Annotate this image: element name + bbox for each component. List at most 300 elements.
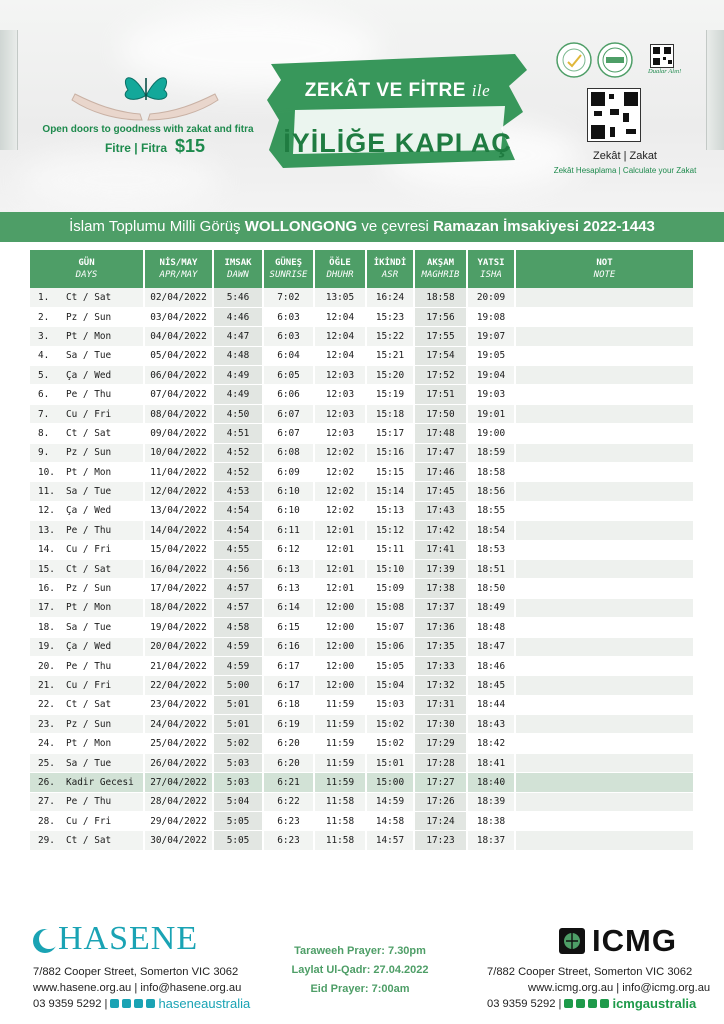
row-number: 1.	[38, 291, 50, 303]
table-row	[30, 812, 693, 831]
imsak-cell: 5:02	[213, 734, 263, 753]
date-cell: 14/04/2022	[144, 521, 213, 540]
isha-cell: 18:42	[467, 734, 515, 753]
date-cell: 10/04/2022	[144, 443, 213, 462]
day-cell	[30, 715, 144, 734]
day-cell	[30, 366, 144, 385]
sunrise-cell: 6:20	[263, 734, 314, 753]
maghrib-cell: 17:26	[414, 792, 467, 811]
maghrib-cell: 17:43	[414, 501, 467, 520]
day-cell	[30, 424, 144, 443]
prayer-info	[270, 942, 450, 999]
date-cell: 29/04/2022	[144, 812, 213, 831]
facebook-icon[interactable]	[564, 999, 573, 1008]
dhuhr-cell: 12:03	[314, 366, 366, 385]
row-number: 22.	[38, 699, 55, 711]
column-header	[314, 250, 366, 288]
isha-cell: 18:54	[467, 521, 515, 540]
column-header-tr: YATSI	[477, 258, 505, 268]
table-row	[30, 443, 693, 462]
table-row	[30, 307, 693, 326]
schedule-banner	[0, 212, 724, 242]
badge-icon	[597, 42, 633, 78]
column-header-tr: İKİNDİ	[373, 258, 407, 268]
row-number: 9.	[38, 447, 50, 459]
table-row	[30, 404, 693, 423]
isha-cell: 19:08	[467, 307, 515, 326]
row-number: 6.	[38, 389, 50, 401]
isha-cell: 18:41	[467, 753, 515, 772]
crescent-icon	[30, 926, 60, 956]
note-cell	[515, 579, 693, 598]
sunrise-cell: 6:20	[263, 753, 314, 772]
maghrib-cell: 17:55	[414, 327, 467, 346]
note-cell	[515, 521, 693, 540]
dhuhr-cell: 11:59	[314, 715, 366, 734]
sunrise-cell: 6:23	[263, 831, 314, 850]
asr-cell: 15:17	[366, 424, 414, 443]
asr-cell: 15:15	[366, 463, 414, 482]
note-cell	[515, 637, 693, 656]
maghrib-cell: 17:50	[414, 404, 467, 423]
day-name: Ça / Wed	[66, 641, 112, 653]
maghrib-cell: 17:27	[414, 773, 467, 792]
maghrib-cell: 17:33	[414, 656, 467, 675]
asr-cell: 15:21	[366, 346, 414, 365]
isha-cell: 18:50	[467, 579, 515, 598]
twitter-icon[interactable]	[134, 999, 143, 1008]
sunrise-cell: 6:05	[263, 366, 314, 385]
note-cell	[515, 831, 693, 850]
day-name: Ct / Sat	[66, 699, 112, 711]
asr-cell: 15:02	[366, 715, 414, 734]
row-number: 20.	[38, 660, 55, 672]
date-cell: 09/04/2022	[144, 424, 213, 443]
dhuhr-cell: 11:58	[314, 792, 366, 811]
day-cell	[30, 676, 144, 695]
day-cell	[30, 540, 144, 559]
day-name: Cu / Fri	[66, 544, 112, 556]
note-cell	[515, 482, 693, 501]
row-number: 25.	[38, 757, 55, 769]
maghrib-cell: 17:39	[414, 559, 467, 578]
asr-cell: 15:16	[366, 443, 414, 462]
sunrise-cell: 6:08	[263, 443, 314, 462]
asr-cell: 14:59	[366, 792, 414, 811]
table-row	[30, 366, 693, 385]
icmg-address: 7/882 Cooper Street, Somerton VIC 3062	[487, 966, 693, 978]
imsak-cell: 5:05	[213, 812, 263, 831]
banner-city: WOLLONGONG	[244, 218, 358, 235]
table-row	[30, 753, 693, 772]
day-cell	[30, 695, 144, 714]
table-row	[30, 676, 693, 695]
dhuhr-cell: 12:00	[314, 598, 366, 617]
imsak-cell: 5:04	[213, 792, 263, 811]
day-name: Pe / Thu	[66, 660, 112, 672]
asr-cell: 15:03	[366, 695, 414, 714]
imsak-cell: 5:01	[213, 715, 263, 734]
imsak-cell: 4:57	[213, 579, 263, 598]
day-cell	[30, 404, 144, 423]
row-number: 21.	[38, 680, 55, 691]
day-cell	[30, 501, 144, 520]
sunrise-cell: 7:02	[263, 288, 314, 307]
note-cell	[515, 501, 693, 520]
day-cell	[30, 327, 144, 346]
imsak-cell: 4:55	[213, 540, 263, 559]
column-header-tr: ÖĞLE	[329, 258, 351, 268]
maghrib-cell: 17:36	[414, 618, 467, 637]
note-cell	[515, 812, 693, 831]
table-row	[30, 424, 693, 443]
hero-banner	[0, 0, 724, 212]
sunrise-cell: 6:07	[263, 424, 314, 443]
sunrise-cell: 6:13	[263, 579, 314, 598]
imsak-cell: 4:49	[213, 385, 263, 404]
dhuhr-cell: 11:59	[314, 734, 366, 753]
day-name: Sa / Tue	[66, 486, 112, 498]
sunrise-cell: 6:16	[263, 637, 314, 656]
row-number: 15.	[38, 563, 55, 575]
imsak-cell: 4:59	[213, 637, 263, 656]
row-number: 19.	[38, 641, 55, 653]
table-row	[30, 734, 693, 753]
row-number: 3.	[38, 330, 50, 342]
table-row	[30, 501, 693, 520]
banner-text: ve çevresi	[357, 218, 434, 235]
date-cell: 18/04/2022	[144, 598, 213, 617]
table-row	[30, 521, 693, 540]
table-row	[30, 792, 693, 811]
imsak-cell: 5:00	[213, 676, 263, 695]
butterfly-icon	[125, 78, 167, 100]
campaign-title-suffix: ile	[471, 81, 491, 100]
sunrise-cell: 6:13	[263, 559, 314, 578]
column-header-en: ISHA	[480, 270, 502, 280]
day-name: Cu / Fri	[66, 408, 112, 420]
asr-cell: 15:18	[366, 404, 414, 423]
isha-cell: 18:49	[467, 598, 515, 617]
table-row	[30, 482, 693, 501]
maghrib-cell: 17:30	[414, 715, 467, 734]
date-cell: 16/04/2022	[144, 559, 213, 578]
day-cell	[30, 734, 144, 753]
row-number: 4.	[38, 350, 50, 362]
asr-cell: 15:07	[366, 618, 414, 637]
column-header-tr: GÜN	[78, 258, 95, 268]
asr-cell: 15:06	[366, 637, 414, 656]
note-cell	[515, 385, 693, 404]
date-cell: 17/04/2022	[144, 579, 213, 598]
isha-cell: 18:46	[467, 656, 515, 675]
note-cell	[515, 443, 693, 462]
campaign-title-text: ZEKÂT VE FİTRE	[304, 80, 466, 101]
youtube-icon[interactable]	[576, 999, 585, 1008]
day-name: Ct / Sat	[66, 835, 112, 847]
row-number: 5.	[38, 369, 50, 381]
column-header-en: DAWN	[227, 270, 249, 280]
isha-cell: 18:37	[467, 831, 515, 850]
day-cell	[30, 463, 144, 482]
table-row	[30, 463, 693, 482]
imsak-cell: 4:51	[213, 424, 263, 443]
day-name: Pt / Mon	[66, 738, 112, 750]
hasene-phone: 03 9359 5292 |	[33, 997, 108, 1010]
row-number: 18.	[38, 621, 55, 633]
note-cell	[515, 715, 693, 734]
table-row	[30, 773, 693, 792]
note-cell	[515, 773, 693, 792]
day-cell	[30, 598, 144, 617]
day-name: Sa / Tue	[66, 621, 112, 633]
isha-cell: 19:01	[467, 404, 515, 423]
asr-cell: 15:13	[366, 501, 414, 520]
date-cell: 02/04/2022	[144, 288, 213, 307]
isha-cell: 19:05	[467, 346, 515, 365]
column-header-en: APR/MAY	[159, 270, 198, 280]
column-header	[144, 250, 213, 288]
column-header-en: DAYS	[75, 270, 98, 280]
isha-cell: 19:03	[467, 385, 515, 404]
day-cell	[30, 443, 144, 462]
banner-title: Ramazan İmsakiyesi 2022-1443	[433, 218, 655, 235]
imsak-cell: 5:46	[213, 288, 263, 307]
note-cell	[515, 618, 693, 637]
isha-cell: 18:56	[467, 482, 515, 501]
zakat-calculator-text: Zekât Hesaplama | Calculate your Zakat	[553, 166, 697, 175]
sunrise-cell: 6:17	[263, 676, 314, 695]
sunrise-cell: 6:06	[263, 385, 314, 404]
note-cell	[515, 598, 693, 617]
table-header-row	[30, 250, 693, 288]
icmg-logo	[558, 923, 677, 959]
day-cell	[30, 559, 144, 578]
table-row	[30, 579, 693, 598]
maghrib-cell: 17:48	[414, 424, 467, 443]
column-header	[515, 250, 693, 288]
note-cell	[515, 559, 693, 578]
day-cell	[30, 831, 144, 850]
isha-cell: 18:59	[467, 443, 515, 462]
facebook-icon[interactable]	[110, 999, 119, 1008]
hands-icon	[70, 64, 220, 124]
campaign-title-line2: İYİLİĞE KAPI AÇ	[283, 128, 512, 158]
table-row	[30, 695, 693, 714]
sunrise-cell: 6:10	[263, 482, 314, 501]
day-cell	[30, 656, 144, 675]
dua-note: Dualar Alın!	[648, 68, 682, 75]
date-cell: 30/04/2022	[144, 831, 213, 850]
date-cell: 22/04/2022	[144, 676, 213, 695]
column-header-tr: NİS/MAY	[159, 258, 198, 268]
qr-code-icon	[587, 88, 641, 142]
column-header	[414, 250, 467, 288]
hasene-address: 7/882 Cooper Street, Somerton VIC 3062	[33, 966, 239, 978]
maghrib-cell: 17:41	[414, 540, 467, 559]
twitter-icon[interactable]	[588, 999, 597, 1008]
dhuhr-cell: 11:59	[314, 753, 366, 772]
dhuhr-cell: 11:59	[314, 695, 366, 714]
date-cell: 15/04/2022	[144, 540, 213, 559]
note-cell	[515, 734, 693, 753]
table-row	[30, 618, 693, 637]
sunrise-cell: 6:23	[263, 812, 314, 831]
dhuhr-cell: 12:01	[314, 559, 366, 578]
asr-cell: 15:05	[366, 656, 414, 675]
sunrise-cell: 6:10	[263, 501, 314, 520]
asr-cell: 14:58	[366, 812, 414, 831]
imsak-cell: 4:52	[213, 443, 263, 462]
dhuhr-cell: 12:02	[314, 463, 366, 482]
maghrib-cell: 17:45	[414, 482, 467, 501]
isha-cell: 19:07	[467, 327, 515, 346]
asr-cell: 15:19	[366, 385, 414, 404]
sunrise-cell: 6:14	[263, 598, 314, 617]
dhuhr-cell: 12:03	[314, 424, 366, 443]
icmg-contact: www.icmg.org.au | info@icmg.org.au	[528, 982, 711, 994]
isha-cell: 18:38	[467, 812, 515, 831]
sunrise-cell: 6:21	[263, 773, 314, 792]
column-header	[263, 250, 314, 288]
note-cell	[515, 656, 693, 675]
date-cell: 13/04/2022	[144, 501, 213, 520]
column-header-en: SUNRISE	[269, 270, 308, 280]
icmg-phone: 03 9359 5292 |	[487, 997, 562, 1010]
badge-icon	[556, 42, 592, 78]
date-cell: 24/04/2022	[144, 715, 213, 734]
isha-cell: 19:04	[467, 366, 515, 385]
date-cell: 25/04/2022	[144, 734, 213, 753]
youtube-icon[interactable]	[122, 999, 131, 1008]
row-number: 23.	[38, 718, 55, 730]
table-row	[30, 715, 693, 734]
day-name: Ct / Sat	[66, 563, 112, 575]
isha-cell: 18:47	[467, 637, 515, 656]
isha-cell: 18:53	[467, 540, 515, 559]
row-number: 13.	[38, 524, 55, 536]
column-header-tr: NOT	[596, 258, 613, 268]
fitre-amount: $15	[175, 136, 206, 156]
dhuhr-cell: 13:05	[314, 288, 366, 307]
fitre-price	[70, 136, 240, 157]
note-cell	[515, 695, 693, 714]
door-right-decoration	[706, 30, 724, 150]
column-header	[467, 250, 515, 288]
imsak-cell: 4:54	[213, 501, 263, 520]
date-cell: 21/04/2022	[144, 656, 213, 675]
date-cell: 03/04/2022	[144, 307, 213, 326]
instagram-icon[interactable]	[600, 999, 609, 1008]
dhuhr-cell: 12:03	[314, 385, 366, 404]
column-header-tr: IMSAK	[224, 258, 252, 268]
note-cell	[515, 307, 693, 326]
date-cell: 12/04/2022	[144, 482, 213, 501]
imsak-cell: 5:03	[213, 773, 263, 792]
maghrib-cell: 17:37	[414, 598, 467, 617]
isha-cell: 18:44	[467, 695, 515, 714]
dhuhr-cell: 12:03	[314, 404, 366, 423]
day-name: Sa / Tue	[66, 350, 112, 362]
dhuhr-cell: 12:04	[314, 346, 366, 365]
day-name: Kadir Gecesi	[66, 776, 134, 788]
isha-cell: 18:43	[467, 715, 515, 734]
row-number: 12.	[38, 505, 55, 517]
globe-icon	[558, 927, 586, 955]
note-cell	[515, 327, 693, 346]
maghrib-cell: 17:46	[414, 463, 467, 482]
date-cell: 26/04/2022	[144, 753, 213, 772]
dhuhr-cell: 12:00	[314, 656, 366, 675]
isha-cell: 18:51	[467, 559, 515, 578]
table-body	[30, 288, 693, 850]
note-cell	[515, 792, 693, 811]
date-cell: 08/04/2022	[144, 404, 213, 423]
maghrib-cell: 17:47	[414, 443, 467, 462]
day-cell	[30, 618, 144, 637]
day-name: Pz / Sun	[66, 311, 112, 323]
ramadan-timetable	[30, 250, 693, 851]
dhuhr-cell: 11:59	[314, 773, 366, 792]
maghrib-cell: 17:28	[414, 753, 467, 772]
date-cell: 07/04/2022	[144, 385, 213, 404]
asr-cell: 15:12	[366, 521, 414, 540]
day-cell	[30, 579, 144, 598]
imsak-cell: 5:01	[213, 695, 263, 714]
dhuhr-cell: 12:04	[314, 307, 366, 326]
imsak-cell: 4:46	[213, 307, 263, 326]
day-cell	[30, 288, 144, 307]
day-name: Ça / Wed	[66, 369, 112, 381]
sunrise-cell: 6:04	[263, 346, 314, 365]
date-cell: 05/04/2022	[144, 346, 213, 365]
imsak-cell: 4:58	[213, 618, 263, 637]
row-number: 14.	[38, 544, 55, 556]
hasene-handle[interactable]: haseneaustralia	[158, 996, 251, 1011]
sunrise-cell: 6:03	[263, 327, 314, 346]
imsak-cell: 4:59	[213, 656, 263, 675]
fitre-label: Fitre | Fitra	[104, 141, 167, 155]
day-name: Pt / Mon	[66, 466, 112, 478]
sunrise-cell: 6:22	[263, 792, 314, 811]
icmg-handle[interactable]: icmgaustralia	[612, 996, 697, 1011]
imsak-cell: 4:48	[213, 346, 263, 365]
date-cell: 06/04/2022	[144, 366, 213, 385]
column-header-en: DHUHR	[326, 270, 354, 280]
day-cell	[30, 792, 144, 811]
dhuhr-cell: 12:04	[314, 327, 366, 346]
table-row	[30, 656, 693, 675]
dhuhr-cell: 12:02	[314, 501, 366, 520]
table-row	[30, 346, 693, 365]
dhuhr-cell: 12:01	[314, 579, 366, 598]
hasene-contact: www.hasene.org.au | info@hasene.org.au	[33, 982, 242, 994]
instagram-icon[interactable]	[146, 999, 155, 1008]
maghrib-cell: 17:32	[414, 676, 467, 695]
left-tagline: Open doors to goodness with zakat and fitra	[42, 124, 254, 135]
dhuhr-cell: 12:01	[314, 521, 366, 540]
date-cell: 20/04/2022	[144, 637, 213, 656]
day-name: Pz / Sun	[66, 718, 112, 730]
sunrise-cell: 6:15	[263, 618, 314, 637]
column-header-tr: GÜNEŞ	[274, 258, 303, 268]
sunrise-cell: 6:07	[263, 404, 314, 423]
table-row	[30, 385, 693, 404]
column-header-en: NOTE	[593, 270, 616, 280]
note-cell	[515, 404, 693, 423]
row-number: 27.	[38, 796, 55, 808]
hasene-social	[33, 996, 250, 1011]
